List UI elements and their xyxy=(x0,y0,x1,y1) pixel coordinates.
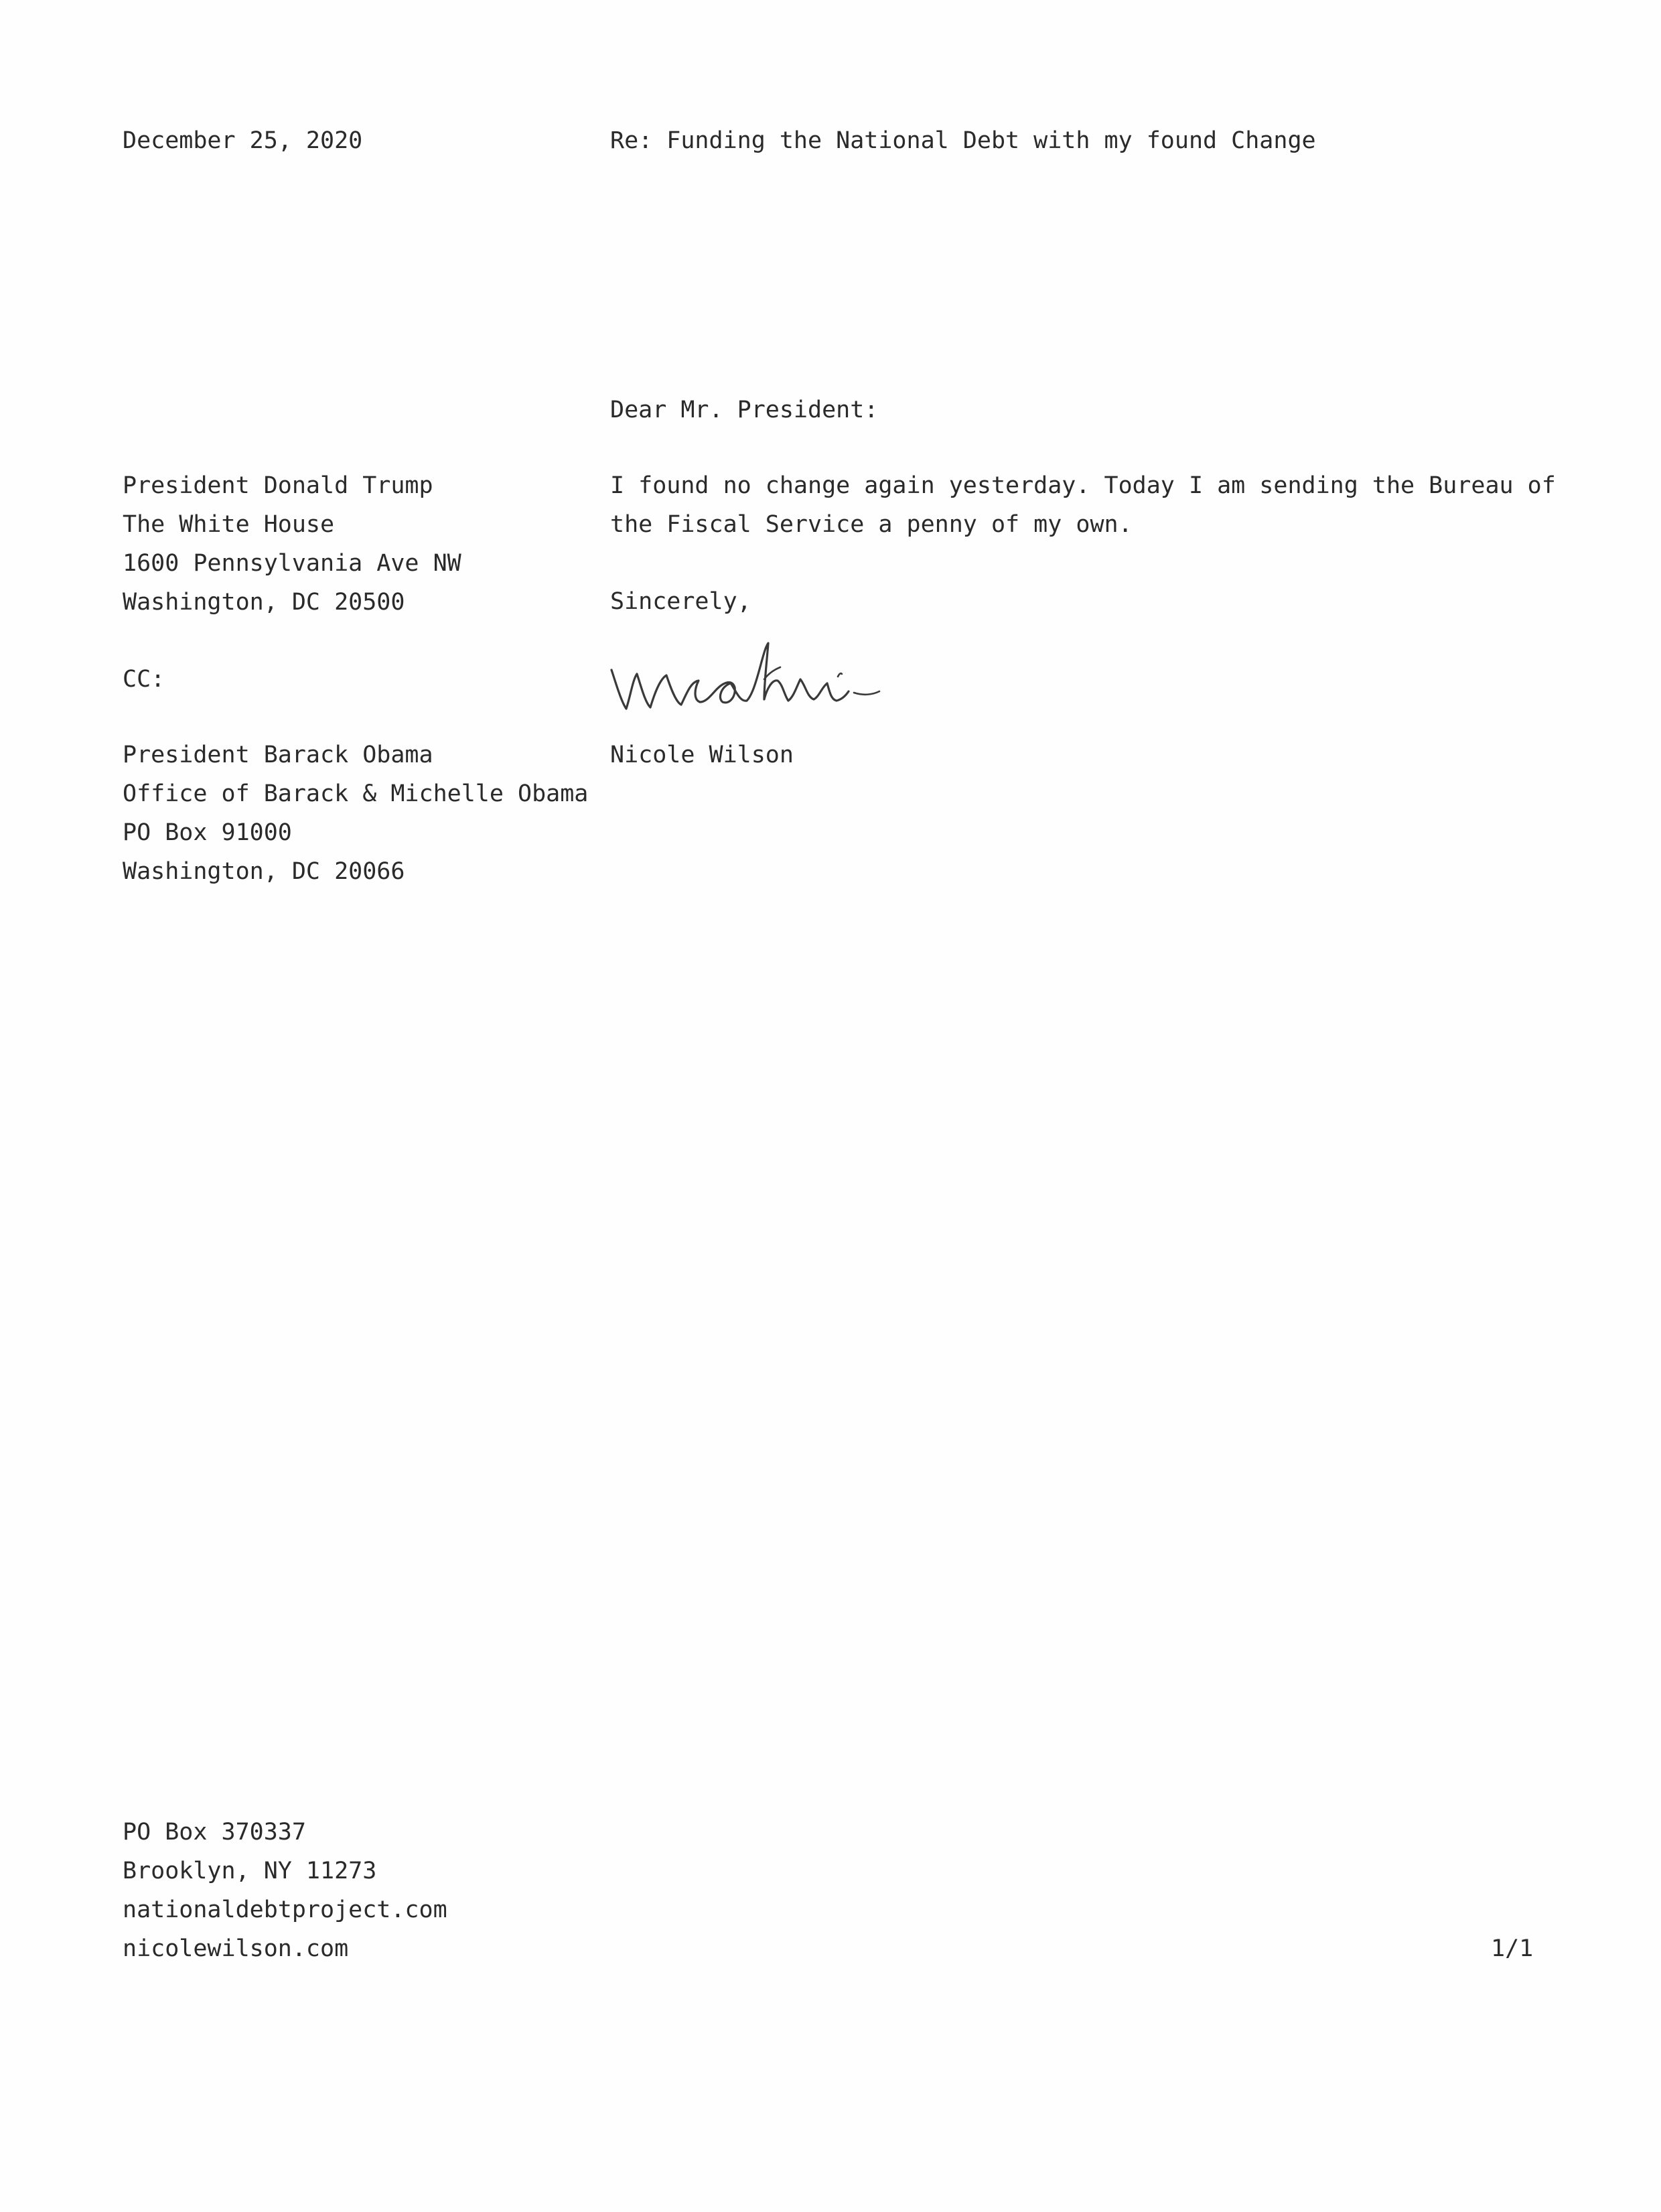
cc-line: Washington, DC 20066 xyxy=(123,858,405,885)
footer-link: nationaldebtproject.com xyxy=(123,1896,447,1923)
handwritten-signature xyxy=(606,635,928,729)
salutation: Dear Mr. President: xyxy=(610,397,879,423)
recipient-line: The White House xyxy=(123,511,335,538)
letter-body xyxy=(610,466,1556,544)
recipient-address xyxy=(123,466,461,622)
letter-date: December 25, 2020 xyxy=(123,127,363,154)
cc-line: PO Box 91000 xyxy=(123,819,292,846)
cc-address xyxy=(123,736,588,891)
closing: Sincerely, xyxy=(610,588,751,615)
letter-subject: Re: Funding the National Debt with my found Change xyxy=(610,127,1316,154)
body-line: the Fiscal Service a penny of my own. xyxy=(610,511,1133,538)
footer-link: nicolewilson.com xyxy=(123,1935,349,1962)
footer-line: Brooklyn, NY 11273 xyxy=(123,1858,377,1884)
cc-line: Office of Barack & Michelle Obama xyxy=(123,780,589,807)
cc-line: President Barack Obama xyxy=(123,742,433,768)
body-line: I found no change again yesterday. Today I am sending the Bureau of xyxy=(610,472,1556,499)
recipient-line: Washington, DC 20500 xyxy=(123,589,405,616)
recipient-line: 1600 Pennsylvania Ave NW xyxy=(123,550,461,577)
cc-label: CC: xyxy=(123,666,165,693)
recipient-line: President Donald Trump xyxy=(123,472,433,499)
footer-line: PO Box 370337 xyxy=(123,1819,306,1846)
signer-name: Nicole Wilson xyxy=(610,742,794,768)
page-number: 1/1 xyxy=(1491,1935,1534,1962)
sender-footer xyxy=(123,1813,447,1968)
